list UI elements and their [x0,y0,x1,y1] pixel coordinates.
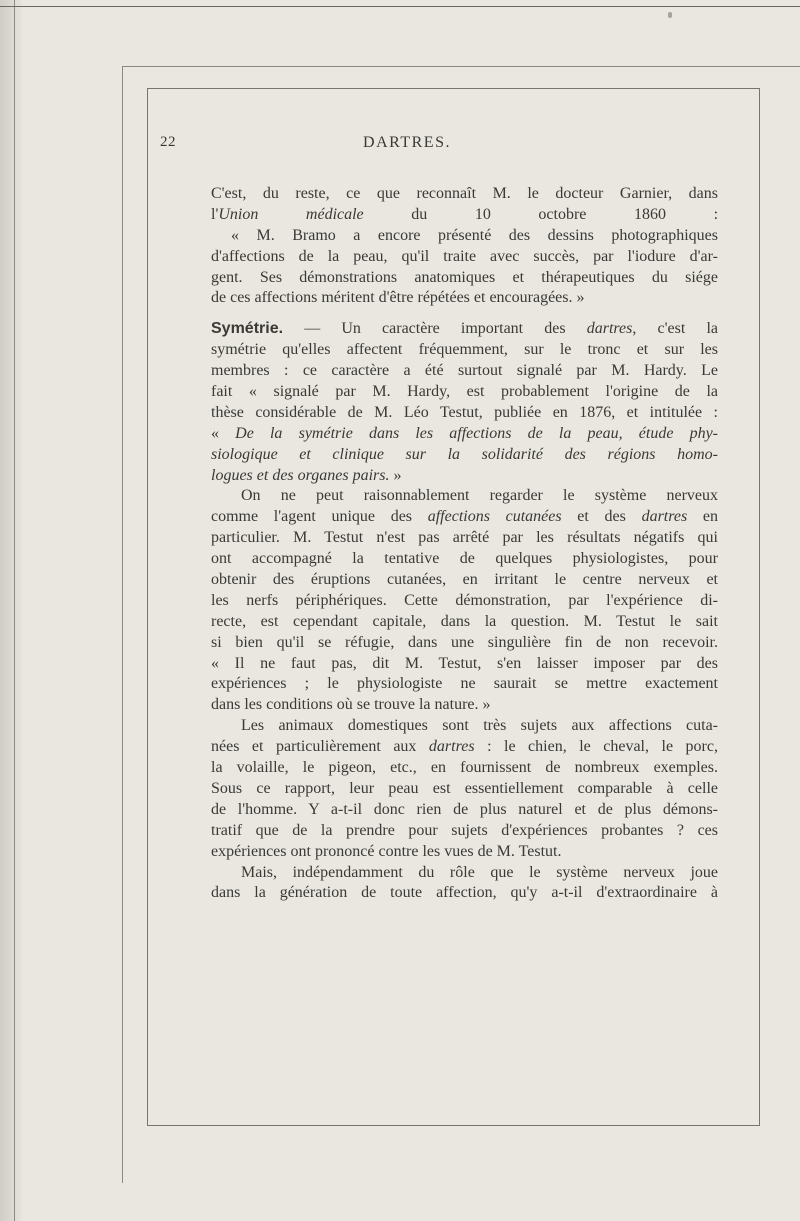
text-run: en [687,508,718,526]
text-run-italic: dartres [586,320,633,338]
text-run: comme l'agent unique des [211,508,428,526]
text-line: d'affections de la peau, qu'il traite avec succès, par l'iodure d'ar- [211,247,718,265]
text-line [211,507,718,528]
text-line [211,737,718,758]
text-run: du 10 octobre 1860 : [411,205,718,223]
text-line [211,424,718,445]
text-line: de ces affections méritent d'être répétées et encouragées. » [211,289,585,307]
text-run: « [211,424,236,442]
text-run: l' [211,205,219,223]
text-line: membres : ce caractère a été surtout signalé par M. Hardy. Le [211,362,718,380]
text-run: , c'est la [632,320,718,338]
text-line [211,466,718,487]
text-run: et des [561,508,642,526]
running-head: DARTRES. [363,134,451,151]
text-run-italic: dartres [641,508,688,526]
text-run-italic: dartres [428,738,475,756]
cited-title: logues et des organes pairs. [211,466,390,484]
text-line [211,205,718,226]
text-line: particulier. M. Testut n'est pas arrêté par les résultats négatifs qui [211,529,718,547]
page-header [160,134,760,158]
scan-left-edge [0,0,22,1221]
text-line: gent. Ses démonstrations anatomiques et thérapeutiques du siége [211,268,718,286]
text-line: recte, est cependant capitale, dans la question. M. Testut le sait [211,612,718,630]
text-line: C'est, du reste, ce que reconnaît M. le docteur Garnier, dans [211,185,718,202]
text-line: de l'homme. Y a-t-il donc rien de plus naturel et de plus démons- [211,800,718,818]
text-line: Mais, indépendamment du rôle que le système nerveux joue [241,863,718,881]
text-line: On ne peut raisonnablement regarder le système nerveux [241,487,718,505]
text-line: siologique et clinique sur la solidarité des régions homo- [211,445,718,463]
page-number: 22 [160,134,176,150]
text-run: » [389,466,402,484]
text-run: nées et particulièrement aux [211,738,429,756]
text-line [211,319,718,340]
text-line: dans la génération de toute affection, qu'y a-t-il d'extraordinaire à [211,884,718,902]
text-line: les nerfs périphériques. Cette démonstration, par l'expérience di- [211,591,718,609]
text-line: expériences ; le physiologiste ne saurait se mettre exactement [211,675,718,693]
text-run: : le chien, le cheval, le porc, [474,738,718,756]
text-run-italic: affections cutanées [427,508,562,526]
text-line: si bien qu'il se réfugie, dans une singulière fin de non recevoir. [211,633,718,651]
text-line: « M. Bramo a encore présenté des dessins photographiques [231,226,718,244]
text-run: — Un caractère important des [283,320,587,338]
cited-title: De la symétrie dans les affections de la peau, étude phy- [235,424,718,442]
text-line: fait « signalé par M. Hardy, est probablement l'origine de la [211,383,718,401]
journal-title: Union médicale [218,205,364,223]
section-heading: Symétrie. [211,320,284,338]
text-line: thèse considérable de M. Léo Testut, publiée en 1876, et intitulée : [211,403,718,421]
scan-top-line [0,6,800,7]
text-line: ont accompagné la tentative de quelques physiologistes, pour [211,550,718,568]
scan-speck [668,12,672,18]
text-line: Sous ce rapport, leur peau est essentiellement comparable à celle [211,779,718,797]
scan-binding-line [14,0,15,1221]
text-line: Les animaux domestiques sont très sujets aux affections cuta- [241,717,718,735]
text-line: tratif que de la prendre pour sujets d'expériences probantes ? ces [211,821,718,839]
text-line: dans les conditions où se trouve la nature. » [211,696,491,714]
text-line: symétrie qu'elles affectent fréquemment, sur le tronc et sur les [211,341,718,359]
text-line: la volaille, le pigeon, etc., en fournissent de nombreux exemples. [211,759,718,777]
body-text [211,184,718,904]
text-line: expériences ont prononcé contre les vues de M. Testut. [211,842,562,860]
text-line: « Il ne faut pas, dit M. Testut, s'en laisser imposer par des [211,654,718,672]
text-line: obtenir des éruptions cutanées, en irritant le centre nerveux et [211,571,718,589]
